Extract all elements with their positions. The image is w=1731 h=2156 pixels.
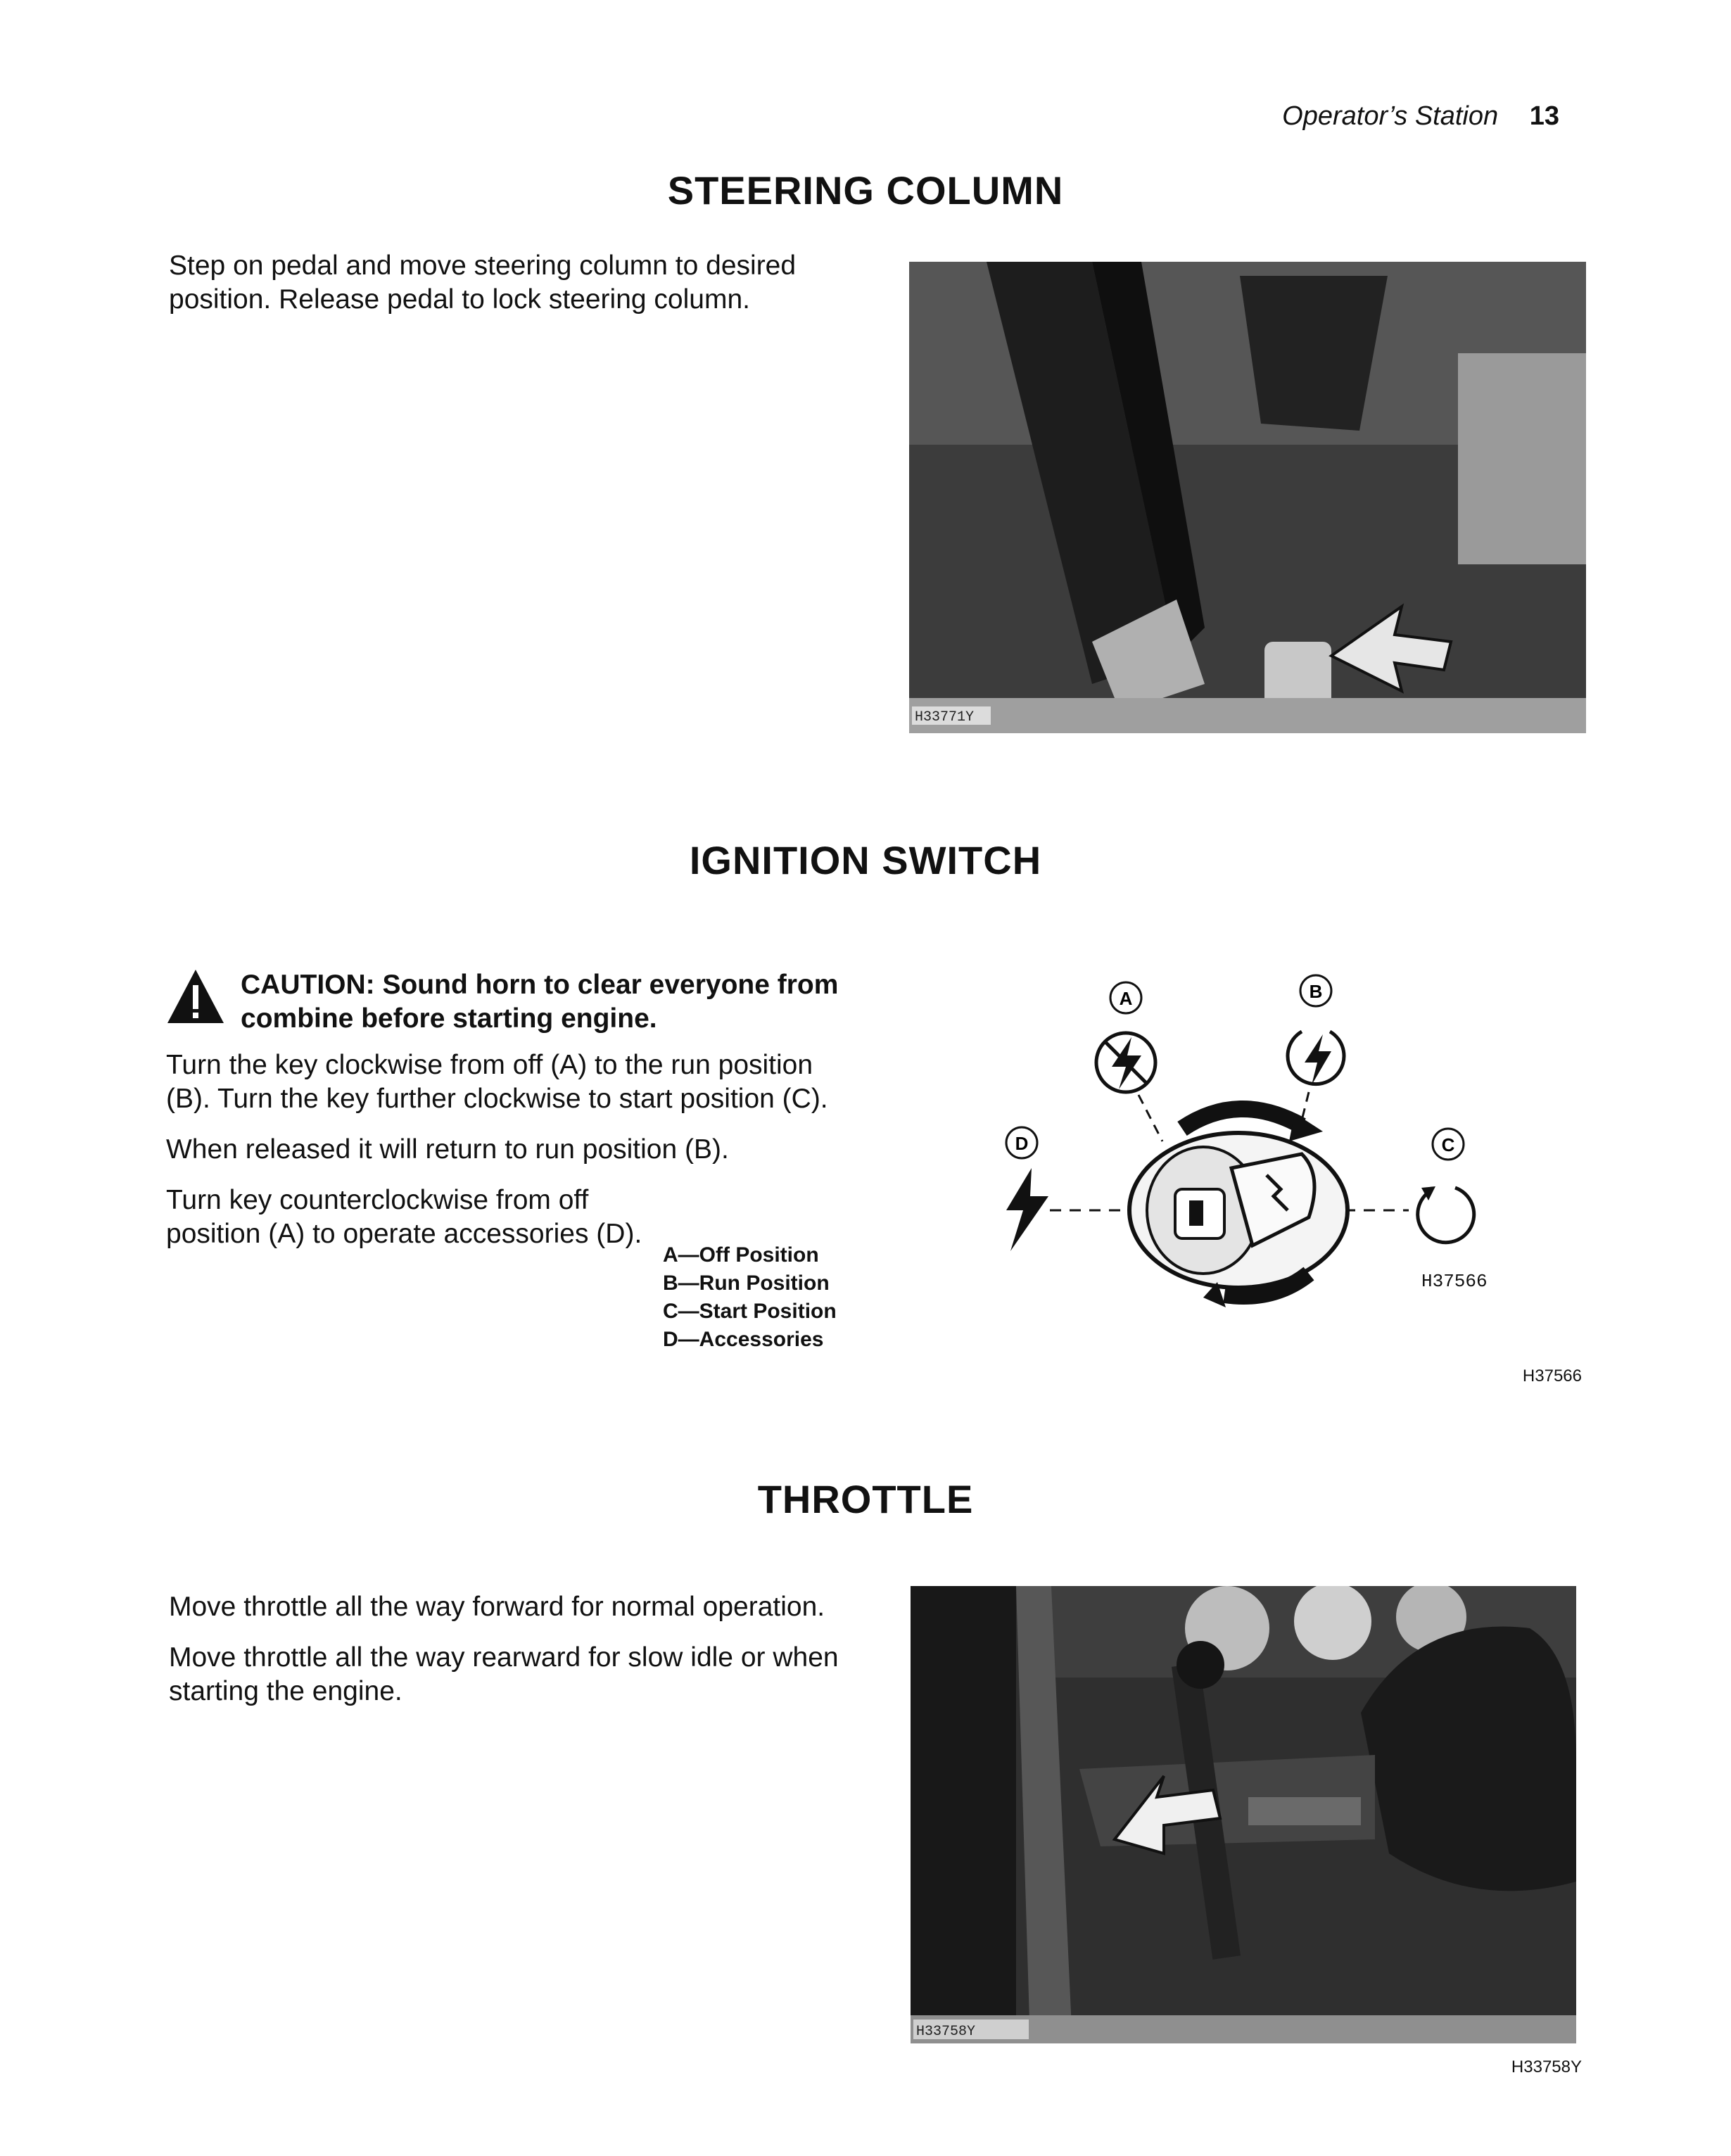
ignition-paragraph-1: Turn the key clockwise from off (A) to the run position (B). Turn the key further clockwise to start position (C). xyxy=(166,1050,828,1114)
label-b-marker xyxy=(1300,975,1331,1006)
legend-item-c: C—Start Position xyxy=(663,1300,837,1323)
ignition-switch-body xyxy=(1129,1109,1348,1307)
steering-instructions xyxy=(169,249,851,334)
legend-item-d: D—Accessories xyxy=(663,1328,824,1351)
page-number: 13 xyxy=(1529,101,1559,131)
run-position-icon xyxy=(1288,1032,1344,1085)
ignition-figure-code: H37566 xyxy=(1522,1366,1582,1385)
diagram-code: H37566 xyxy=(1421,1271,1488,1292)
throttle-instructions xyxy=(169,1590,858,1725)
ignition-instructions xyxy=(166,1048,856,1251)
steering-pedal-photo xyxy=(909,262,1586,733)
warning-triangle-icon xyxy=(166,968,225,1025)
ignition-legend xyxy=(663,1241,837,1354)
label-d: D xyxy=(1015,1133,1029,1154)
label-b: B xyxy=(1309,981,1323,1002)
steering-column-heading: STEERING COLUMN xyxy=(667,168,1064,213)
steering-photo-code: H33771Y xyxy=(915,709,975,725)
off-position-icon xyxy=(1096,1033,1155,1092)
throttle-paragraph-2: Move throttle all the way rearward for slow idle or when starting the engine. xyxy=(169,1642,839,1706)
throttle-lever-photo xyxy=(911,1586,1576,2043)
throttle-figure-code: H33758Y xyxy=(1511,2057,1582,2076)
label-c-marker xyxy=(1433,1129,1464,1160)
legend-item-a: A—Off Position xyxy=(663,1243,819,1267)
throttle-heading: THROTTLE xyxy=(757,1477,974,1521)
legend-item-b: B—Run Position xyxy=(663,1272,830,1295)
steering-text: Step on pedal and move steering column to desired position. Release pedal to lock steering column. xyxy=(169,251,797,315)
section-name: Operator’s Station xyxy=(1282,101,1499,131)
ignition-paragraph-2: When released it will return to run position (B). xyxy=(166,1134,729,1165)
ignition-paragraph-3: Turn key counterclockwise from off position (A) to operate accessories (D). xyxy=(166,1185,642,1249)
caution-text: CAUTION: Sound horn to clear everyone from combine before starting engine. xyxy=(241,970,839,1034)
throttle-photo-code: H33758Y xyxy=(916,2024,976,2040)
label-c: C xyxy=(1441,1134,1455,1155)
label-d-marker xyxy=(1006,1127,1037,1158)
ignition-text-block xyxy=(166,968,856,1268)
ignition-switch-heading: IGNITION SWITCH xyxy=(689,838,1042,882)
label-a: A xyxy=(1119,988,1133,1009)
ignition-switch-diagram xyxy=(971,964,1576,1330)
accessories-bolt-icon xyxy=(1006,1168,1048,1251)
page-header xyxy=(1282,101,1559,132)
caution-notice xyxy=(166,968,856,1036)
throttle-paragraph-1: Move throttle all the way forward for normal operation. xyxy=(169,1592,825,1622)
label-a-marker xyxy=(1110,982,1141,1013)
